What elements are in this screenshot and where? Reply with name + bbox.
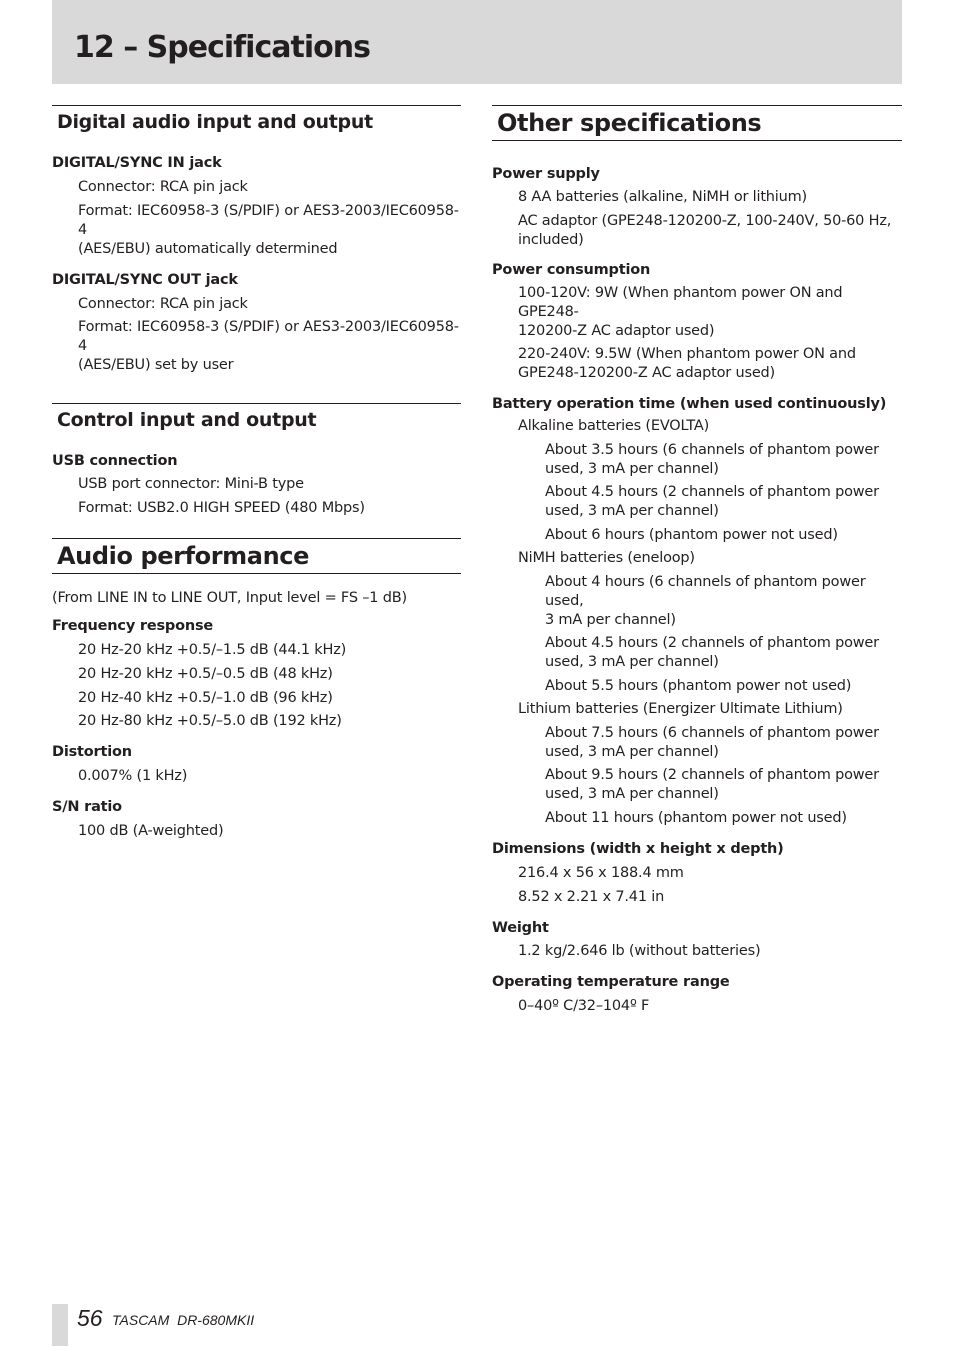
footer-bar — [52, 1304, 68, 1346]
spec-line: 20 Hz-40 kHz +0.5/–1.0 dB (96 kHz) — [78, 690, 333, 706]
left-column — [52, 105, 461, 841]
spec-label: Weight — [492, 920, 549, 936]
spec-label: DIGITAL/SYNC IN jack — [52, 155, 222, 171]
battery-type: Alkaline batteries (EVOLTA) — [518, 418, 710, 434]
spec-line: About 11 hours (phantom power not used) — [545, 810, 847, 826]
spec-line: About 7.5 hours (6 channels of phantom power — [545, 725, 879, 741]
spec-label: USB connection — [52, 453, 178, 469]
spec-label: S/N ratio — [52, 799, 122, 815]
spec-line: GPE248-120200-Z AC adaptor used) — [518, 365, 776, 381]
spec-line: 3 mA per channel) — [545, 612, 676, 628]
spec-line: About 5.5 hours (phantom power not used) — [545, 678, 852, 694]
section-title-control: Control input and output — [52, 403, 461, 438]
spec-line: 220-240V: 9.5W (When phantom power ON and — [518, 346, 856, 362]
spec-line: 8 AA batteries (alkaline, NiMH or lithium) — [518, 189, 807, 205]
spec-label: Battery operation time (when used continuously) — [492, 396, 887, 412]
spec-line: Format: IEC60958-3 (S/PDIF) or AES3-2003/IEC60958-4 — [78, 203, 459, 238]
spec-label: Operating temperature range — [492, 974, 730, 990]
spec-line: (AES/EBU) automatically determined — [78, 241, 338, 257]
spec-label: Power consumption — [492, 262, 651, 278]
spec-label: Power supply — [492, 166, 600, 182]
spec-line: 120200-Z AC adaptor used) — [518, 323, 715, 339]
spec-line: 100-120V: 9W (When phantom power ON and GPE248- — [518, 285, 843, 320]
spec-line: AC adaptor (GPE248-120200-Z, 100-240V, 50-60 Hz, — [518, 213, 892, 229]
spec-line: About 4.5 hours (2 channels of phantom power — [545, 635, 879, 651]
spec-line: USB port connector: Mini-B type — [78, 476, 304, 492]
spec-label: Frequency response — [52, 618, 214, 634]
spec-line: 1.2 kg/2.646 lb (without batteries) — [518, 943, 761, 959]
spec-line: 8.52 x 2.21 x 7.41 in — [518, 889, 665, 905]
spec-line: About 3.5 hours (6 channels of phantom power — [545, 442, 879, 458]
spec-line: About 4.5 hours (2 channels of phantom power — [545, 484, 879, 500]
product-name: TASCAM DR-680MKII — [112, 1312, 255, 1328]
section-title-digital-audio: Digital audio input and output — [52, 105, 461, 140]
spec-line: used, 3 mA per channel) — [545, 786, 719, 802]
spec-line: 20 Hz-20 kHz +0.5/–0.5 dB (48 kHz) — [78, 666, 333, 682]
spec-line: 0–40º C/32–104º F — [518, 998, 650, 1014]
spec-line: Format: IEC60958-3 (S/PDIF) or AES3-2003/IEC60958-4 — [78, 319, 459, 354]
spec-label: Distortion — [52, 744, 132, 760]
spec-label: DIGITAL/SYNC OUT jack — [52, 272, 238, 288]
spec-line: used, 3 mA per channel) — [545, 744, 719, 760]
measurement-note: (From LINE IN to LINE OUT, Input level = FS –1 dB) — [52, 590, 407, 606]
spec-line: About 4 hours (6 channels of phantom power used, — [545, 574, 866, 609]
spec-line: used, 3 mA per channel) — [545, 503, 719, 519]
spec-line: Connector: RCA pin jack — [78, 296, 248, 312]
spec-line: 216.4 x 56 x 188.4 mm — [518, 865, 684, 881]
spec-line: used, 3 mA per channel) — [545, 654, 719, 670]
spec-line: 20 Hz-80 kHz +0.5/–5.0 dB (192 kHz) — [78, 713, 342, 729]
spec-line: Connector: RCA pin jack — [78, 179, 248, 195]
spec-line: 20 Hz-20 kHz +0.5/–1.5 dB (44.1 kHz) — [78, 642, 347, 658]
spec-line: included) — [518, 232, 584, 248]
spec-line: 0.007% (1 kHz) — [78, 768, 188, 784]
battery-type: Lithium batteries (Energizer Ultimate Lithium) — [518, 701, 843, 717]
spec-line: 100 dB (A-weighted) — [78, 823, 224, 839]
section-title-other: Other specifications — [492, 105, 902, 141]
chapter-title: 12 – Specifications — [74, 30, 370, 65]
battery-type: NiMH batteries (eneloop) — [518, 550, 695, 566]
right-column — [492, 105, 902, 1016]
spec-label: Dimensions (width x height x depth) — [492, 841, 784, 857]
spec-line: (AES/EBU) set by user — [78, 357, 234, 373]
spec-line: Format: USB2.0 HIGH SPEED (480 Mbps) — [78, 500, 365, 516]
section-title-audio-performance: Audio performance — [52, 538, 461, 574]
spec-line: About 9.5 hours (2 channels of phantom power — [545, 767, 879, 783]
spec-line: used, 3 mA per channel) — [545, 461, 719, 477]
page-number: 56 — [77, 1305, 103, 1331]
spec-line: About 6 hours (phantom power not used) — [545, 527, 838, 543]
